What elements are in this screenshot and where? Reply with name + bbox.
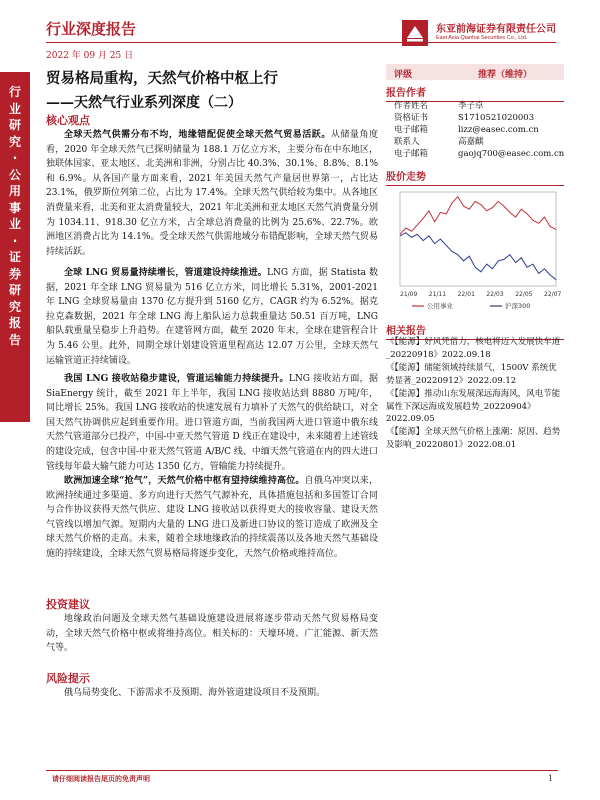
analyst-row-key: 电子邮箱 bbox=[394, 125, 429, 135]
related-heading: 相关报告 bbox=[386, 326, 426, 337]
analyst-row-value: S1710521020003 bbox=[458, 113, 535, 123]
disclaimer-note: 请仔细阅读报告尾页的免责声明 bbox=[52, 774, 150, 783]
side-category-bar bbox=[0, 72, 30, 422]
related-report-link[interactable]: 《【能源】储能领域持续景气，1500V 系统优势显著_20220912》2022.09.12 bbox=[386, 363, 557, 386]
core-view-4-body: 自俄乌冲突以来，欧洲持续通过多渠道、多方向进行天然气气源补充，具体措施包括和多国签订合同与合作协议获得天然气供应、建设 LNG 接收站以获得更大的接收容量、建设天然气管线以增加气源。短期内大量的 LNG 进口及新进口协议的签订造成了欧洲及全球天然气价格的走高。未来，随着全球地缘政治的持续震荡以及各地天然气基础设施的持续建设，全球天然气贸易格局将逐步变化，天然气价格或维持高位。 bbox=[46, 476, 378, 559]
side-category-text: 行业研究·公用事业·证券研究报告 bbox=[8, 85, 21, 347]
risks-text: 俄乌局势变化、下游需求不及预期、海外管道建设项目不及预期。 bbox=[64, 688, 326, 698]
chart-x-tick-label: 22/03 bbox=[486, 291, 504, 298]
related-report-link[interactable]: 《【能源】推动山东发展深远海海风，风电节能属性下深远海成发展趋势_20220904》2022.09.05 bbox=[386, 389, 561, 424]
chart-legend-label: 公用事业 bbox=[427, 302, 453, 310]
core-view-4-lead: 欧洲加速全球“抢气”，天然气价格中枢有望持续维持高位。 bbox=[64, 476, 305, 486]
core-view-2-lead: 全球 LNG 贸易量持续增长，管道建设持续推进。 bbox=[64, 268, 267, 278]
chart-x-tick-label: 21/11 bbox=[428, 291, 447, 298]
chart-x-tick-label: 22/01 bbox=[457, 291, 475, 298]
page-number: 1 bbox=[548, 774, 554, 783]
core-views-heading: 核心观点 bbox=[46, 114, 90, 127]
chart-x-tick-label: 22/07 bbox=[544, 291, 562, 298]
analyst-row-key: 作者姓名 bbox=[394, 101, 429, 111]
risks-heading: 风险提示 bbox=[46, 672, 90, 685]
analyst-row-value: 李子卓 bbox=[458, 101, 484, 111]
rating-value: 推荐（维持） bbox=[478, 70, 533, 80]
rating-box bbox=[386, 64, 564, 80]
analyst-row-key: 电子邮箱 bbox=[394, 149, 429, 159]
chart-frame bbox=[400, 192, 556, 286]
core-view-paragraph-4 bbox=[46, 474, 378, 562]
chart-x-tick-label: 22/05 bbox=[515, 291, 533, 298]
stock-chart-section bbox=[386, 168, 564, 186]
core-view-3-lead: 我国 LNG 接收站稳步建设，管道运输能力持续提升。 bbox=[64, 374, 289, 384]
core-view-1-body: 从储量角度看，2020 年全球天然气已探明储量为 188.1 万亿立方米，主要分布在中东地区，独联体国家、亚太地区、北美洲和非洲，分别占比 40.3%、30.1%、8.8%、8.1%和 6.9%。从各国产量方面来看，2021 年美国天然气产量居世界第一，占比达 23.1%，俄罗斯位列第二位，占比为 17.4%。全球天然气供给较为集中。从各地区消费量来看，北美和亚太消费量较大，2021 年北美洲和亚太地区天然气消费量分别为 1034.11、918.30 亿立方米，占全球总消费量的比例为 25.6%、22.7%。欧洲地区消费占比为 14.1%。受全球天然气供需地域分布错配影响，全球天然气贸易持续活跃。 bbox=[46, 130, 378, 257]
chart-series-line-0 bbox=[400, 197, 556, 235]
stock-chart-heading: 股价走势 bbox=[386, 172, 426, 183]
analyst-email-link[interactable]: gaojq700@easec.com.cn bbox=[458, 149, 565, 159]
stock-price-chart bbox=[386, 186, 564, 316]
chart-x-tick-label: 21/09 bbox=[400, 291, 418, 298]
investment-heading: 投资建议 bbox=[46, 598, 90, 611]
related-report-link[interactable]: 《【能源】好风凭借力，核电将迈入发展快车道_20220918》2022.09.18 bbox=[386, 337, 561, 360]
rating-label: 评级 bbox=[394, 70, 413, 80]
core-view-3-body: LNG 接收站方面，据 SiaEnergy 统计，截至 2021 年上半年，我国 LNG 接收站达到 8880 万吨/年，同比增长 25%。我国 LNG 接收站的快速发展有力填补了天然气的供给缺口，对全国天然气协调供应起到重要作用。进口管道方面，当前我国两大进口管道中俄东线天然气管道部分已投产，中国-中亚天然气管道 D 线正在建设中，未来随着上述管线的建设完成，包含中国-中亚天然气管道 A/B/C 线、中缅天然气管道在内的四大进口管线每年最大输气能力可达 1350 亿方，管输能力持续提升。 bbox=[46, 374, 378, 472]
company-logo bbox=[402, 18, 562, 54]
investment-text: 地缘政治问题及全球天然气基础设施建设进展将逐步带动天然气贸易格局变动，全球天然气价格中枢或将维持高位。相关标的：天壕环境、广汇能源、新天然气等。 bbox=[46, 614, 378, 654]
analyst-row-key: 资格证书 bbox=[394, 113, 429, 123]
footer-divider bbox=[46, 770, 558, 771]
core-view-paragraph-2 bbox=[46, 266, 378, 368]
report-subtitle: ——天然气行业系列深度（二） bbox=[46, 95, 242, 111]
analyst-row-value: 高嘉麒 bbox=[458, 137, 484, 147]
core-view-paragraph-1 bbox=[46, 128, 378, 259]
report-date: 2022 年 09 月 25 日 bbox=[46, 51, 134, 61]
related-report-link[interactable]: 《【能源】全球天然气价格上涨潮：原因、趋势及影响_20220801》2022.08.01 bbox=[386, 427, 561, 450]
analyst-heading: 报告作者 bbox=[386, 88, 426, 99]
company-name-en: East Asia Qianhai Securities Co., Ltd. bbox=[436, 35, 528, 41]
core-view-paragraph-3 bbox=[46, 372, 378, 474]
company-name-cn: 东亚前海证券有限责任公司 bbox=[436, 24, 556, 35]
chart-series-line-1 bbox=[400, 233, 556, 280]
chart-legend-label: 沪深300 bbox=[505, 302, 531, 310]
analyst-row-key: 联系人 bbox=[394, 137, 420, 147]
report-title: 贸易格局重构，天然气价格中枢上行 bbox=[46, 70, 278, 87]
core-view-1-lead: 全球天然气供需分布不均，地缘错配促使全球天然气贸易活跃。 bbox=[64, 130, 331, 140]
header-divider bbox=[46, 42, 556, 43]
analyst-email-link[interactable]: lizz@easec.com.cn bbox=[458, 125, 539, 135]
core-view-2-body: LNG 方面，据 Statista 数据，2021 年全球 LNG 贸易量为 516 亿立方米，同比增长 5.31%，2001-2021 年 LNG 全球贸易量由 1370 亿方提升到 5160 亿方，CAGR 约为 6.52%。据克拉克森数据，2021 年全球 LNG 海上船队运力总载重量达 50.51 百万吨，LNG 船队载重量呈稳步上升趋势。在建管网方面，截至 2020 年末，全球在建管程合计为 5.46 公里。此外，同期全球计划建设管道里程高达 12.07 万公里，全球天然气运输管道正持续铺设。 bbox=[46, 268, 378, 366]
report-type-title: 行业深度报告 bbox=[46, 20, 137, 38]
